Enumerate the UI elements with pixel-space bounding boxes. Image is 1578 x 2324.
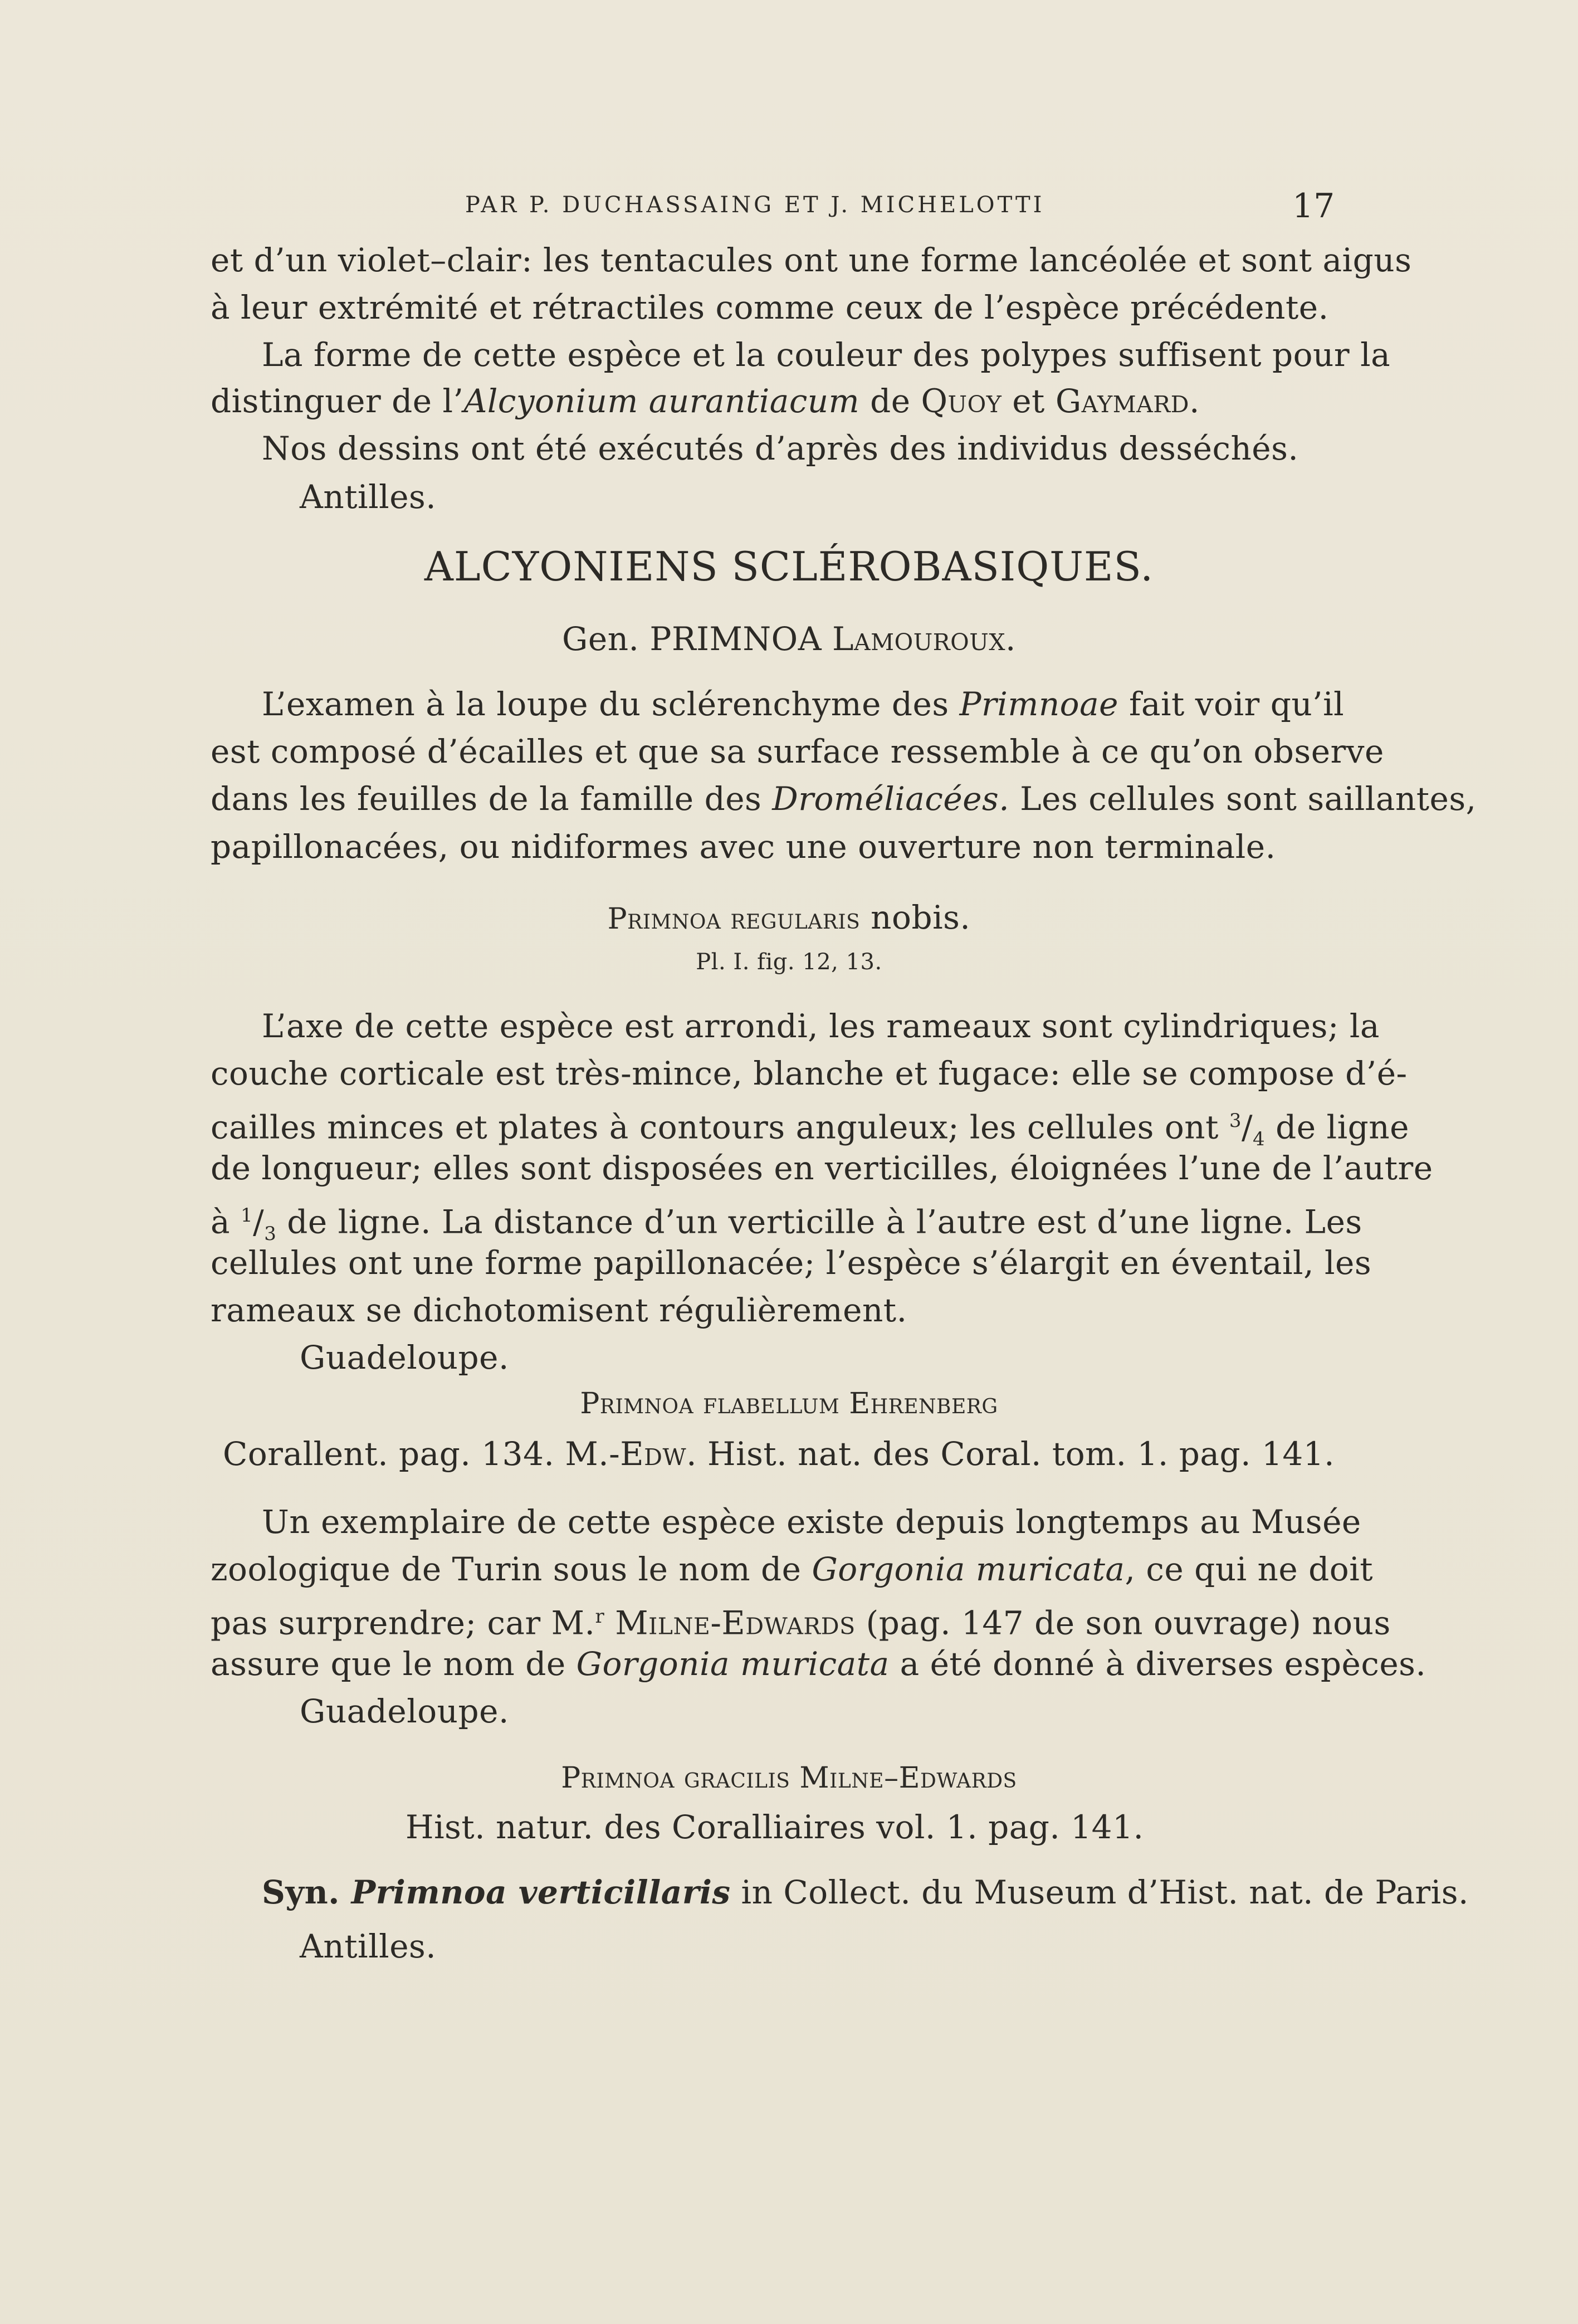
species-heading: Primnoa regularis nobis. — [607, 899, 971, 936]
text-line: zoologique de Turin sous le nom de Gorgonia muricata, ce qui ne doit — [211, 1550, 1374, 1588]
text-line: pas surprendre; car M.$^r$ Milne-Edwards (pag. 147 de son ouvrage) nous — [211, 1604, 1391, 1642]
text-line: dans les feuilles de la famille des Droméliacées. Les cellules sont saillantes, — [211, 780, 1477, 818]
text-line: et d’un violet–clair: les tentacules ont une forme lancéolée et sont aigus — [211, 241, 1412, 279]
text-line: La forme de cette espèce et la couleur des polypes suffisent pour la — [262, 336, 1391, 374]
running-header: PAR P. DUCHASSAING ET J. MICHELOTTI — [465, 192, 1045, 218]
text-line: à leur extrémité et rétractiles comme ceux de l’espèce précédente. — [211, 289, 1329, 326]
section-title: ALCYONIENS SCLÉROBASIQUES. — [424, 543, 1154, 590]
text-line: à $^1/_3$ de ligne. La distance d’un verticille à l’autre est d’une ligne. Les — [211, 1203, 1362, 1245]
locality: Guadeloupe. — [300, 1339, 509, 1376]
text-line: couche corticale est très-mince, blanche et fugace: elle se compose d’é- — [211, 1054, 1408, 1092]
plate-reference: Pl. I. fig. 12, 13. — [696, 949, 882, 975]
locality: Antilles. — [300, 1927, 437, 1965]
species-heading: Primnoa gracilis Milne–Edwards — [561, 1761, 1017, 1795]
text-line: est composé d’écailles et que sa surface ressemble à ce qu’on observe — [211, 733, 1384, 770]
text-line: rameaux se dichotomisent régulièrement. — [211, 1291, 907, 1329]
text-line: cailles minces et plates à contours anguleux; les cellules ont $^3/_4$ de ligne — [211, 1108, 1409, 1150]
genus-heading: Gen. PRIMNOA Lamouroux. — [562, 620, 1016, 658]
text-line: papillonacées, ou nidiformes avec une ouverture non terminale. — [211, 828, 1276, 866]
text-line: Nos dessins ont été exécutés d’après des individus desséchés. — [262, 429, 1299, 467]
text-line: L’axe de cette espèce est arrondi, les rameaux sont cylindriques; la — [262, 1007, 1380, 1045]
text-line: distinguer de l’Alcyonium aurantiacum de Quoy et Gaymard. — [211, 382, 1200, 420]
text-line: assure que le nom de Gorgonia muricata a été donné à diverses espèces. — [211, 1645, 1426, 1683]
locality: Antilles. — [300, 478, 437, 516]
text-line: de longueur; elles sont disposées en verticilles, éloignées l’une de l’autre — [211, 1149, 1433, 1187]
text-line: L’examen à la loupe du sclérenchyme des Primnoae fait voir qu’il — [262, 685, 1345, 723]
reference-line: Corallent. pag. 134. M.-Edw. Hist. nat. des Coral. tom. 1. pag. 141. — [223, 1435, 1335, 1473]
synonym-line: Syn. Primnoa verticillaris in Collect. du Museum d’Hist. nat. de Paris. — [262, 1873, 1469, 1911]
reference-line: Hist. natur. des Coralliaires vol. 1. pag. 141. — [406, 1808, 1144, 1846]
page-number: 17 — [1292, 187, 1335, 226]
text-line: Un exemplaire de cette espèce existe depuis longtemps au Musée — [262, 1503, 1361, 1541]
species-heading: Primnoa flabellum Ehrenberg — [580, 1387, 998, 1420]
text-line: cellules ont une forme papillonacée; l’espèce s’élargit en éventail, les — [211, 1244, 1372, 1282]
locality: Guadeloupe. — [300, 1692, 509, 1730]
